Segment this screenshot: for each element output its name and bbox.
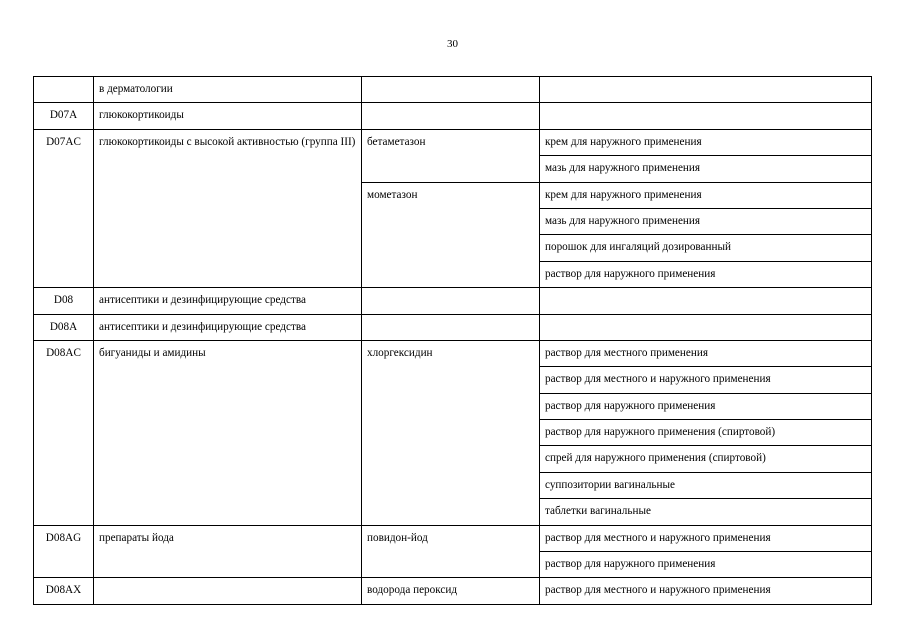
dosage-form-cell <box>540 314 872 340</box>
table-row <box>34 314 872 340</box>
table-row <box>34 578 872 604</box>
atc-group-cell: антисептики и дезинфицирующие средства <box>94 288 362 314</box>
atc-group-cell: в дерматологии <box>94 77 362 103</box>
atc-code-cell <box>34 77 94 103</box>
dosage-form-cell: раствор для наружного применения <box>540 261 872 287</box>
atc-group-cell: глюкокортикоиды <box>94 103 362 129</box>
atc-code-cell: D08A <box>34 314 94 340</box>
dosage-form-cell: раствор для наружного применения <box>540 393 872 419</box>
atc-group-cell: препараты йода <box>94 525 362 578</box>
drug-name-cell <box>362 314 540 340</box>
dosage-form-cell: спрей для наружного применения (спиртовой) <box>540 446 872 472</box>
dosage-form-cell: порошок для ингаляций дозированный <box>540 235 872 261</box>
atc-code-cell: D08AC <box>34 340 94 525</box>
drug-name-cell: водорода пероксид <box>362 578 540 604</box>
atc-code-cell: D07AC <box>34 129 94 287</box>
dosage-form-cell <box>540 288 872 314</box>
dosage-form-cell: раствор для местного применения <box>540 340 872 366</box>
dosage-form-cell: раствор для местного и наружного применения <box>540 525 872 551</box>
drug-name-cell: мометазон <box>362 182 540 288</box>
drug-name-cell <box>362 288 540 314</box>
drug-name-cell: хлоргексидин <box>362 340 540 525</box>
dosage-form-cell: раствор для наружного применения (спиртовой) <box>540 420 872 446</box>
atc-group-cell: бигуаниды и амидины <box>94 340 362 525</box>
dosage-form-cell: крем для наружного применения <box>540 182 872 208</box>
dosage-form-cell: суппозитории вагинальные <box>540 472 872 498</box>
dosage-form-cell: раствор для наружного применения <box>540 552 872 578</box>
atc-group-cell <box>94 578 362 604</box>
page-number: 30 <box>447 38 458 50</box>
atc-group-cell: глюкокортикоиды с высокой активностью (группа III) <box>94 129 362 287</box>
dosage-form-cell: раствор для местного и наружного применения <box>540 578 872 604</box>
dosage-form-cell: мазь для наружного применения <box>540 156 872 182</box>
table-row <box>34 525 872 551</box>
drug-name-cell: повидон-йод <box>362 525 540 578</box>
atc-code-cell: D08AX <box>34 578 94 604</box>
table-row <box>34 340 872 366</box>
drug-name-cell <box>362 103 540 129</box>
dosage-form-cell <box>540 103 872 129</box>
table-row <box>34 103 872 129</box>
table-row <box>34 129 872 155</box>
atc-group-cell: антисептики и дезинфицирующие средства <box>94 314 362 340</box>
dosage-form-cell <box>540 77 872 103</box>
dosage-form-cell: раствор для местного и наружного применения <box>540 367 872 393</box>
atc-code-cell: D08AG <box>34 525 94 578</box>
table-body <box>34 77 872 605</box>
dosage-form-cell: мазь для наружного применения <box>540 208 872 234</box>
drug-name-cell <box>362 77 540 103</box>
table-row <box>34 288 872 314</box>
dosage-form-cell: крем для наружного применения <box>540 129 872 155</box>
drug-name-cell: бетаметазон <box>362 129 540 182</box>
table-row <box>34 77 872 103</box>
drug-list-table <box>33 76 872 605</box>
atc-code-cell: D07A <box>34 103 94 129</box>
atc-code-cell: D08 <box>34 288 94 314</box>
dosage-form-cell: таблетки вагинальные <box>540 499 872 525</box>
